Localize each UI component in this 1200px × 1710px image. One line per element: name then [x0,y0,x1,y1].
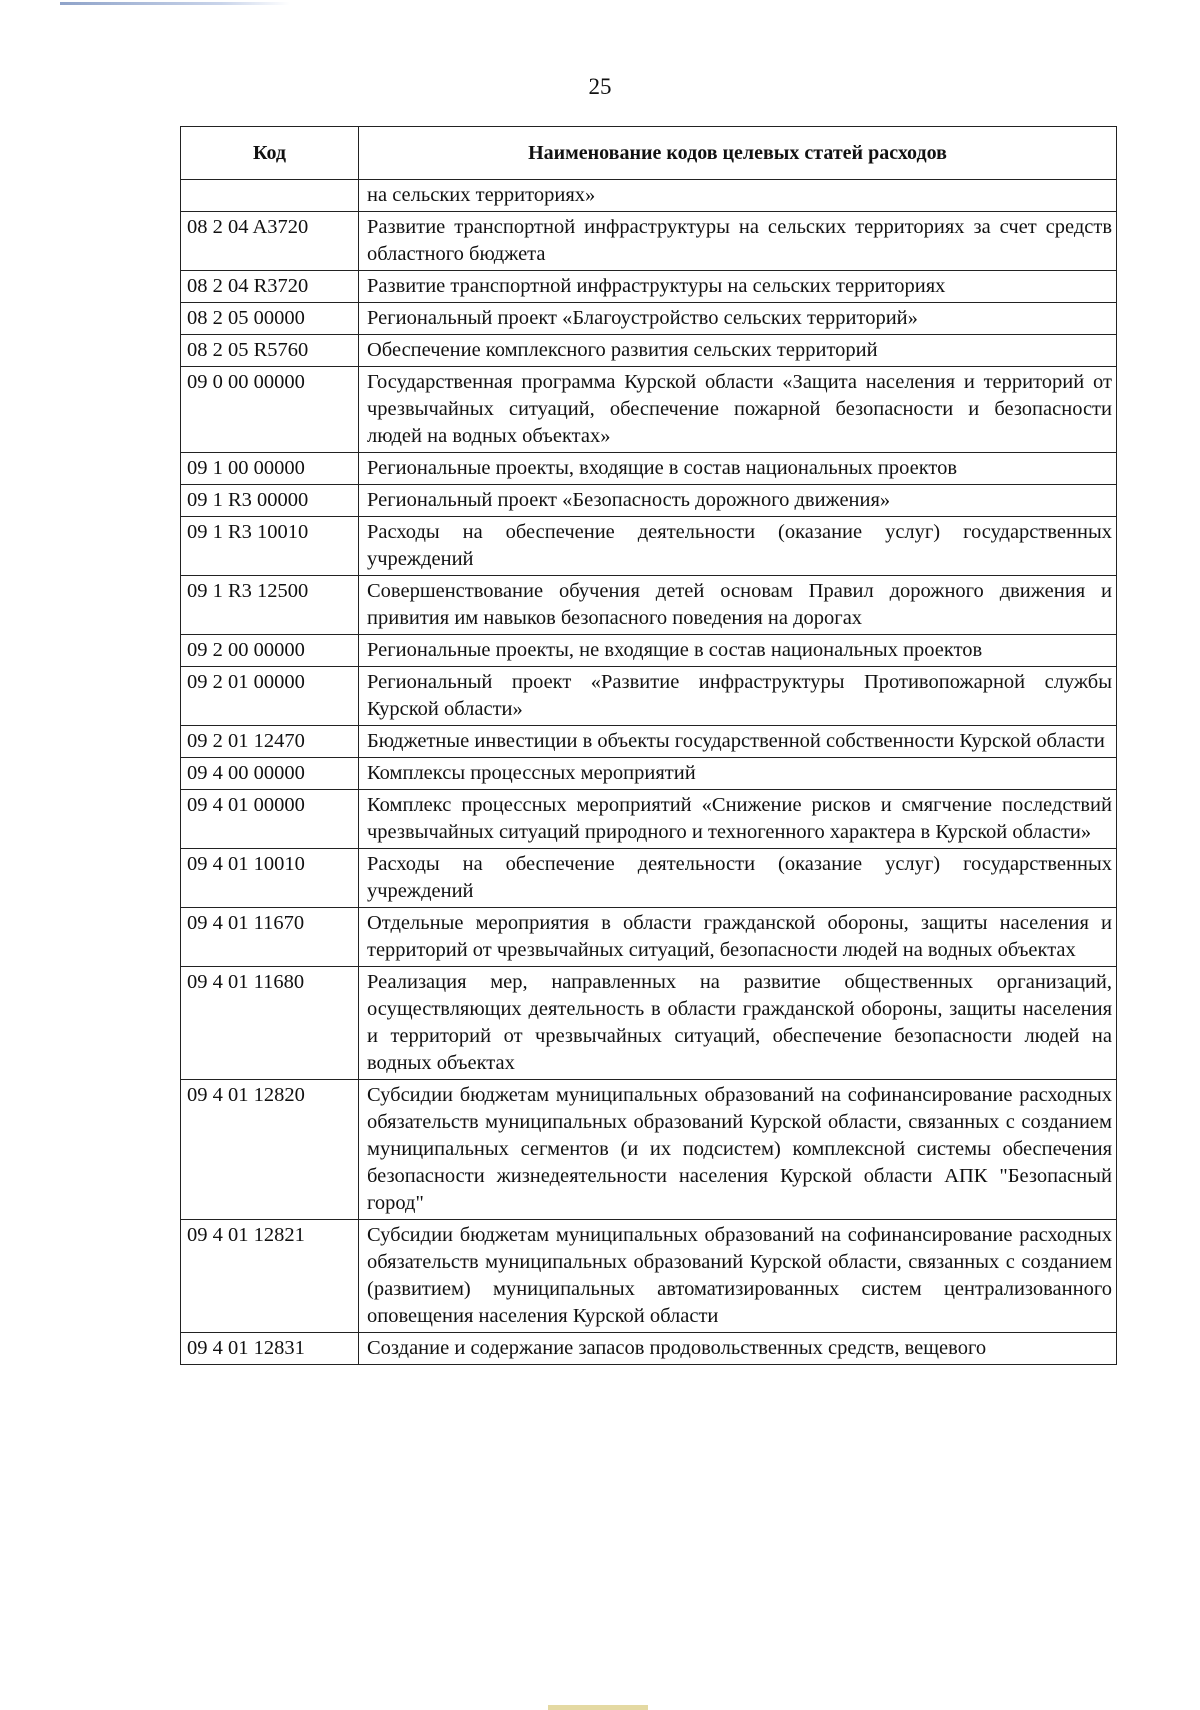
column-header-name: Наименование кодов целевых статей расходов [359,127,1117,180]
row-code-cell: 09 4 01 12820 [181,1080,359,1220]
row-code-cell: 09 1 R3 00000 [181,485,359,517]
page-number: 25 [588,74,612,99]
column-header-code: Код [181,127,359,180]
row-name-cell: Региональный проект «Благоустройство сельских территорий» [359,303,1117,335]
row-code-cell: 08 2 04 A3720 [181,212,359,271]
row-name-cell: Развитие транспортной инфраструктуры на сельских территориях за счет средств областного бюджета [359,212,1117,271]
row-name-cell: Региональные проекты, не входящие в состав национальных проектов [359,635,1117,667]
row-code-cell: 09 1 R3 10010 [181,517,359,576]
row-name-cell: Субсидии бюджетам муниципальных образований на софинансирование расходных обязательств муниципальных образований Курской области, связанных с созданием муниципальных сегментов (и их подсистем) комплексной системы обеспечения безопасности жизнедеятельности населения Курской области АПК "Безопасный город" [359,1080,1117,1220]
table-row [181,1333,1117,1365]
table-row [181,908,1117,967]
row-code-cell: 09 2 00 00000 [181,635,359,667]
row-name-cell: на сельских территориях» [359,180,1117,212]
table-row [181,1220,1117,1333]
row-code-cell: 09 2 01 00000 [181,667,359,726]
row-code-cell: 09 4 01 11670 [181,908,359,967]
row-name-cell: Региональный проект «Безопасность дорожного движения» [359,485,1117,517]
expense-codes-table [180,126,1117,1365]
row-code-cell: 09 1 R3 12500 [181,576,359,635]
table-row [181,335,1117,367]
row-code-cell: 08 2 05 00000 [181,303,359,335]
table-row [181,271,1117,303]
row-code-cell: 09 4 01 00000 [181,790,359,849]
row-name-cell: Совершенствование обучения детей основам Правил дорожного движения и привития им навыков безопасного поведения на дорогах [359,576,1117,635]
row-name-cell: Субсидии бюджетам муниципальных образований на софинансирование расходных обязательств муниципальных образований Курской области, связанных с созданием (развитием) муниципальных автоматизированных систем централизованного оповещения населения Курской области [359,1220,1117,1333]
table-row [181,667,1117,726]
table-row [181,635,1117,667]
row-name-cell: Комплекс процессных мероприятий «Снижение рисков и смягчение последствий чрезвычайных ситуаций природного и техногенного характера в Курской области» [359,790,1117,849]
row-name-cell: Создание и содержание запасов продовольственных средств, вещевого [359,1333,1117,1365]
table-row [181,576,1117,635]
row-name-cell: Обеспечение комплексного развития сельских территорий [359,335,1117,367]
row-code-cell [181,180,359,212]
row-name-cell: Развитие транспортной инфраструктуры на сельских территориях [359,271,1117,303]
table-header-row [181,127,1117,180]
row-code-cell: 09 4 01 10010 [181,849,359,908]
row-code-cell: 09 4 01 11680 [181,967,359,1080]
row-name-cell: Расходы на обеспечение деятельности (оказание услуг) государственных учреждений [359,517,1117,576]
row-code-cell: 09 2 01 12470 [181,726,359,758]
row-code-cell: 09 1 00 00000 [181,453,359,485]
table-row [181,303,1117,335]
table-row [181,517,1117,576]
table-body [181,180,1117,1365]
table-row [181,212,1117,271]
scan-edge-mark-top [60,2,290,5]
table-row [181,758,1117,790]
row-code-cell: 09 4 01 12821 [181,1220,359,1333]
row-code-cell: 09 4 01 12831 [181,1333,359,1365]
table-row [181,849,1117,908]
table-header [181,127,1117,180]
row-name-cell: Региональный проект «Развитие инфраструктуры Противопожарной службы Курской области» [359,667,1117,726]
row-name-cell: Отдельные мероприятия в области гражданской обороны, защиты населения и территорий от чрезвычайных ситуаций, безопасности людей на водных объектах [359,908,1117,967]
row-code-cell: 09 0 00 00000 [181,367,359,453]
row-code-cell: 09 4 00 00000 [181,758,359,790]
row-name-cell: Реализация мер, направленных на развитие общественных организаций, осуществляющих деятельность в области гражданской обороны, защиты населения и территорий от чрезвычайных ситуаций, обеспечение безопасности людей на водных объектах [359,967,1117,1080]
table-row [181,726,1117,758]
table-row [181,790,1117,849]
scan-edge-mark-bottom [548,1705,648,1710]
row-name-cell: Расходы на обеспечение деятельности (оказание услуг) государственных учреждений [359,849,1117,908]
table-row [181,367,1117,453]
table-row [181,967,1117,1080]
row-code-cell: 08 2 05 R5760 [181,335,359,367]
row-name-cell: Комплексы процессных мероприятий [359,758,1117,790]
row-name-cell: Государственная программа Курской области «Защита населения и территорий от чрезвычайных ситуаций, обеспечение пожарной безопасности и безопасности людей на водных объектах» [359,367,1117,453]
table-row [181,1080,1117,1220]
table-row [181,453,1117,485]
row-name-cell: Региональные проекты, входящие в состав национальных проектов [359,453,1117,485]
table-row [181,180,1117,212]
table-row [181,485,1117,517]
row-name-cell: Бюджетные инвестиции в объекты государственной собственности Курской области [359,726,1117,758]
row-code-cell: 08 2 04 R3720 [181,271,359,303]
